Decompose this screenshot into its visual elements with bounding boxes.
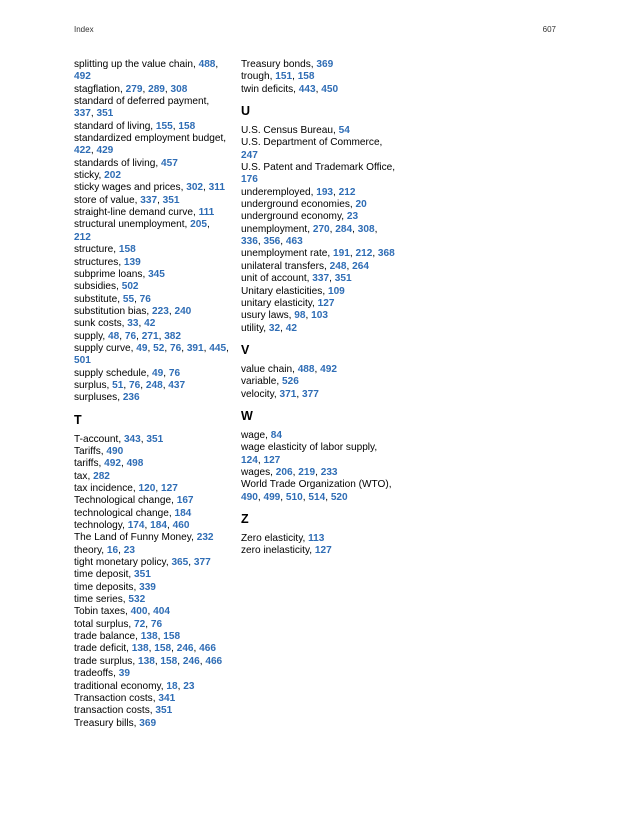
index-term: sticky, xyxy=(74,170,105,182)
page-link[interactable]: 212 xyxy=(338,186,356,198)
page-link[interactable]: 33 xyxy=(127,318,139,330)
index-term: Treasury bonds, xyxy=(241,59,317,70)
page-link[interactable]: 429 xyxy=(96,145,114,157)
index-term: wage, xyxy=(241,429,271,441)
page-link[interactable]: 48 xyxy=(108,330,120,342)
page-link[interactable]: 76 xyxy=(168,367,181,379)
index-entry: supply curve, 49, 52, 76, 391, 445, 501 xyxy=(74,342,229,367)
index-entry xyxy=(241,298,396,310)
page-link[interactable]: 369 xyxy=(316,59,334,70)
index-entry: splitting up the value chain, 488, 492 xyxy=(74,59,219,83)
page-link[interactable]: 127 xyxy=(317,297,335,309)
page-link[interactable]: 124 xyxy=(241,454,258,466)
index-entry: trade surplus, 138, 158, 246, 466 xyxy=(74,655,223,667)
index-entry xyxy=(74,281,229,293)
page-link[interactable]: 337 xyxy=(140,194,158,206)
index-term: subsidies, xyxy=(74,281,122,293)
index-entry: twin deficits, 443, 450 xyxy=(241,83,339,95)
page-link[interactable]: 532 xyxy=(128,594,146,606)
page-link[interactable]: 184 xyxy=(150,520,167,532)
page-link[interactable]: 76 xyxy=(124,330,137,342)
index-letter-heading: Z xyxy=(241,511,249,526)
index-entry: total surplus, 72, 76 xyxy=(74,618,163,630)
page-link[interactable]: 498 xyxy=(126,458,144,470)
page-link[interactable]: 139 xyxy=(123,256,141,268)
page-link[interactable]: 382 xyxy=(164,330,182,342)
index-term: U.S. Department of Commerce, xyxy=(241,137,383,149)
page-link[interactable]: 72 xyxy=(134,618,146,630)
page-link[interactable]: 138 xyxy=(140,631,158,643)
index-entry: underemployed, 193, 212 xyxy=(241,186,356,198)
index-entry: sunk costs, 33, 42 xyxy=(74,318,156,330)
index-entry: tight monetary policy, 365, 377 xyxy=(74,557,211,569)
index-term: structures, xyxy=(74,256,124,268)
index-entry: trade deficit, 138, 158, 246, 466 xyxy=(74,643,216,655)
index-entry: substitution bias, 223, 240 xyxy=(74,305,192,317)
page-link[interactable]: 400 xyxy=(130,606,148,618)
page-link[interactable]: 492 xyxy=(320,363,337,375)
page-link[interactable]: 279 xyxy=(125,83,143,95)
index-term: time deposit, xyxy=(74,569,135,581)
page-link[interactable]: 343 xyxy=(123,433,141,445)
index-entry: trade balance, 138, 158 xyxy=(74,631,181,643)
page-link[interactable]: 127 xyxy=(314,545,332,557)
index-term: structure, xyxy=(74,244,119,256)
index-term: underground economy, xyxy=(241,211,347,223)
page-link[interactable]: 176 xyxy=(241,174,258,186)
page-link[interactable]: 42 xyxy=(285,322,297,334)
page-link[interactable]: 264 xyxy=(352,260,369,272)
index-entry: surplus, 51, 76, 248, 437 xyxy=(74,379,186,391)
page-link[interactable]: 233 xyxy=(320,466,338,478)
page-link[interactable]: 368 xyxy=(377,248,395,260)
index-entry xyxy=(74,693,229,705)
page-link[interactable]: 339 xyxy=(139,581,156,593)
index-term: trough, xyxy=(241,71,276,83)
index-entry: value chain, 488, 492 xyxy=(241,363,337,375)
index-term: straight-line demand curve, xyxy=(74,207,199,219)
page-link[interactable]: 20 xyxy=(355,199,367,211)
page-link[interactable]: 369 xyxy=(139,717,157,729)
index-term: standardized employment budget, xyxy=(74,133,227,145)
index-term: standards of living, xyxy=(74,157,161,169)
page-link[interactable]: 490 xyxy=(106,445,124,457)
index-entry xyxy=(74,207,229,219)
index-term: tradeoffs, xyxy=(74,668,119,680)
index-entry: supply, 48, 76, 271, 382 xyxy=(74,330,182,342)
page-link[interactable]: 236 xyxy=(122,392,140,404)
page-link[interactable]: 54 xyxy=(338,125,350,137)
index-term: surplus, xyxy=(74,379,113,391)
page-link[interactable]: 18 xyxy=(166,680,178,692)
page-link[interactable]: 206 xyxy=(275,466,293,478)
page-link[interactable]: 84 xyxy=(270,429,282,441)
page-link[interactable]: 205 xyxy=(190,219,207,231)
index-entry xyxy=(74,158,229,170)
index-entry xyxy=(241,137,396,162)
page-link[interactable]: 490 xyxy=(241,491,258,503)
index-entry xyxy=(74,471,229,483)
page-link[interactable]: 158 xyxy=(118,244,136,256)
index-entry xyxy=(241,545,396,557)
index-entry: substitute, 55, 76 xyxy=(74,293,151,305)
page-link[interactable]: 193 xyxy=(316,186,334,198)
page-link[interactable]: 377 xyxy=(193,557,211,569)
page-link[interactable]: 23 xyxy=(183,680,195,692)
page-link[interactable]: 492 xyxy=(74,71,91,83)
index-entry: standard of living, 155, 158 xyxy=(74,120,196,132)
index-term: The Land of Funny Money, xyxy=(74,532,197,544)
page-link[interactable]: 42 xyxy=(144,318,156,330)
page-link[interactable]: 232 xyxy=(196,532,214,544)
index-term: wages, xyxy=(241,466,276,478)
index-term: technology, xyxy=(74,520,128,532)
index-term: variable, xyxy=(241,376,282,388)
page-link[interactable]: 463 xyxy=(285,236,303,248)
page-link[interactable]: 308 xyxy=(170,83,188,95)
index-term: Unitary elasticities, xyxy=(241,285,328,297)
page-link[interactable]: 158 xyxy=(160,655,178,667)
index-term: time deposits, xyxy=(74,581,140,593)
page-link[interactable]: 460 xyxy=(172,520,190,532)
page-link[interactable]: 302 xyxy=(186,182,204,194)
page-link[interactable]: 191 xyxy=(333,248,350,260)
index-entry xyxy=(241,376,396,388)
page-link[interactable]: 443 xyxy=(298,83,316,95)
page-link[interactable]: 270 xyxy=(312,223,330,235)
page-link[interactable]: 457 xyxy=(160,157,178,169)
index-entry: T-account, 343, 351 xyxy=(74,433,164,445)
page-link[interactable]: 404 xyxy=(153,606,170,618)
page-link[interactable]: 248 xyxy=(145,379,163,391)
page-link[interactable]: 49 xyxy=(136,342,148,354)
index-term: stagflation, xyxy=(74,83,126,95)
index-entry xyxy=(74,392,229,404)
page-link[interactable]: 109 xyxy=(327,285,345,297)
index-entry: unilateral transfers, 248, 264 xyxy=(241,260,369,272)
page-link[interactable]: 466 xyxy=(199,643,216,655)
index-entry xyxy=(74,668,229,680)
page-number: 607 xyxy=(542,25,556,34)
index-term: underemployed, xyxy=(241,186,317,198)
page-link[interactable]: 76 xyxy=(139,293,151,305)
page-link[interactable]: 520 xyxy=(330,491,348,503)
index-term: Transaction costs, xyxy=(74,692,159,704)
index-entry xyxy=(74,532,229,544)
index-entry: utility, 32, 42 xyxy=(241,322,297,334)
index-entry xyxy=(74,582,229,594)
index-letter-heading: T xyxy=(74,412,82,427)
page-link[interactable]: 284 xyxy=(335,223,353,235)
page-link[interactable]: 212 xyxy=(355,248,373,260)
page-link[interactable]: 98 xyxy=(294,310,306,322)
page-link[interactable]: 113 xyxy=(308,532,325,544)
index-term: World Trade Organization (WTO), xyxy=(241,479,392,491)
index-term: Tariffs, xyxy=(74,445,107,457)
index-entry xyxy=(241,125,396,137)
index-entry: theory, 16, 23 xyxy=(74,544,135,556)
index-entry xyxy=(241,286,396,298)
index-entry: structural unemployment, 205, 212 xyxy=(74,219,210,243)
index-entry xyxy=(241,199,396,211)
page-link[interactable]: 138 xyxy=(137,655,155,667)
index-entry: Tobin taxes, 400, 404 xyxy=(74,606,170,618)
page-link[interactable]: 23 xyxy=(123,544,135,556)
index-entry xyxy=(74,257,229,269)
index-entry: standard of deferred payment, 337, 351 xyxy=(74,96,210,120)
page-link[interactable]: 76 xyxy=(129,379,141,391)
page-link[interactable]: 345 xyxy=(148,268,165,280)
index-term: technological change, xyxy=(74,507,175,519)
page-link[interactable]: 514 xyxy=(308,491,326,503)
page-link[interactable]: 526 xyxy=(281,376,299,388)
page-link[interactable]: 445 xyxy=(209,342,227,354)
page-link[interactable]: 16 xyxy=(106,544,119,556)
index-term: substitute, xyxy=(74,293,123,305)
index-entry: wages, 206, 219, 233 xyxy=(241,466,338,478)
page-link[interactable]: 351 xyxy=(96,108,114,120)
index-term: unitary elasticity, xyxy=(241,297,318,309)
page-link[interactable]: 351 xyxy=(134,569,151,581)
page-link[interactable]: 246 xyxy=(182,655,200,667)
running-header-section: Index xyxy=(74,25,94,34)
index-entry xyxy=(74,594,229,606)
page-link[interactable]: 501 xyxy=(74,355,91,367)
index-entry: store of value, 337, 351 xyxy=(74,194,180,206)
index-term: T-account, xyxy=(74,433,124,445)
index-term: utility, xyxy=(241,322,269,334)
page-link[interactable]: 138 xyxy=(131,643,149,655)
index-term: value chain, xyxy=(241,363,298,375)
page-link[interactable]: 76 xyxy=(169,342,182,354)
page-link[interactable]: 488 xyxy=(198,59,216,70)
index-term: sticky wages and prices, xyxy=(74,182,187,194)
page-link[interactable]: 111 xyxy=(198,207,215,219)
page-link[interactable]: 127 xyxy=(263,454,281,466)
index-entry: traditional economy, 18, 23 xyxy=(74,680,195,692)
index-term: standard of deferred payment, xyxy=(74,96,210,108)
index-term: trade surplus, xyxy=(74,655,138,667)
page-link[interactable]: 365 xyxy=(171,557,189,569)
index-entry: wage elasticity of labor supply, 124, 127 xyxy=(241,442,378,466)
page-link[interactable]: 289 xyxy=(148,83,165,95)
page-link[interactable]: 391 xyxy=(186,342,204,354)
index-term: tariffs, xyxy=(74,458,105,470)
index-term: zero inelasticity, xyxy=(241,545,315,557)
index-term: unemployment, xyxy=(241,223,313,235)
page-link[interactable]: 422 xyxy=(74,145,91,157)
page-link[interactable]: 466 xyxy=(205,655,223,667)
page-link[interactable]: 502 xyxy=(121,281,139,293)
index-entry: velocity, 371, 377 xyxy=(241,388,319,400)
index-term: velocity, xyxy=(241,388,280,400)
page-link[interactable]: 158 xyxy=(178,120,196,132)
index-entry: World Trade Organization (WTO), 490, 499, 510, 514, 520 xyxy=(241,479,392,503)
index-term: Treasury bills, xyxy=(74,717,140,729)
page-link[interactable]: 308 xyxy=(357,223,375,235)
index-term: substitution bias, xyxy=(74,305,152,317)
index-term: wage elasticity of labor supply, xyxy=(241,442,378,454)
page-link[interactable]: 337 xyxy=(312,273,330,285)
page-link[interactable]: 240 xyxy=(174,305,192,317)
page-link[interactable]: 120 xyxy=(138,483,156,494)
index-entry: unemployment rate, 191, 212, 368 xyxy=(241,248,395,260)
index-term: twin deficits, xyxy=(241,83,299,95)
index-entry xyxy=(74,244,229,256)
index-term: U.S. Census Bureau, xyxy=(241,125,339,137)
page-link[interactable]: 223 xyxy=(152,305,169,317)
index-term: usury laws, xyxy=(241,310,295,322)
index-entry xyxy=(74,718,229,730)
index-term: theory, xyxy=(74,544,107,556)
index-term: subprime loans, xyxy=(74,268,149,280)
index-term: underground economies, xyxy=(241,199,356,211)
index-entry: stagflation, 279, 289, 308 xyxy=(74,83,188,95)
index-entry xyxy=(74,495,229,507)
index-entry xyxy=(241,59,396,71)
index-term: total surplus, xyxy=(74,618,135,630)
page-link[interactable]: 336 xyxy=(241,236,258,248)
page-link[interactable]: 155 xyxy=(155,120,173,132)
page-link[interactable]: 32 xyxy=(268,322,281,334)
index-letter-heading: W xyxy=(241,408,253,423)
index-entry: standardized employment budget, 422, 429 xyxy=(74,133,227,157)
page-link[interactable]: 184 xyxy=(174,507,192,519)
page-link[interactable]: 151 xyxy=(275,71,293,83)
index-term: tight monetary policy, xyxy=(74,557,172,569)
page-link[interactable]: 492 xyxy=(104,458,121,470)
index-term: tax, xyxy=(74,470,94,482)
index-entry: sticky wages and prices, 302, 311 xyxy=(74,182,225,194)
index-term: traditional economy, xyxy=(74,680,167,692)
index-term: Technological change, xyxy=(74,495,177,507)
page-link[interactable]: 202 xyxy=(104,170,121,182)
index-letter-heading: V xyxy=(241,342,250,357)
index-term: U.S. Patent and Trademark Office, xyxy=(241,162,396,174)
index-entry: unemployment, 270, 284, 308, 336, 356, 463 xyxy=(241,223,378,248)
page-link[interactable]: 158 xyxy=(154,643,172,655)
page-link[interactable]: 488 xyxy=(297,363,315,375)
index-entry xyxy=(74,508,229,520)
page-link[interactable]: 351 xyxy=(155,705,173,717)
page-link[interactable]: 212 xyxy=(74,231,91,243)
index-entry xyxy=(241,533,396,545)
page-link[interactable]: 351 xyxy=(146,433,164,445)
index-term: sunk costs, xyxy=(74,318,128,330)
page-link[interactable]: 356 xyxy=(263,236,281,248)
page-link[interactable]: 76 xyxy=(150,618,163,630)
index-term: transaction costs, xyxy=(74,705,156,717)
page-link[interactable]: 437 xyxy=(168,379,186,391)
index-term: Tobin taxes, xyxy=(74,606,131,618)
page-link[interactable]: 337 xyxy=(74,108,91,120)
page-link[interactable]: 371 xyxy=(279,388,297,400)
page-link[interactable]: 174 xyxy=(127,520,145,532)
page-link[interactable]: 351 xyxy=(334,273,352,285)
index-term: unemployment rate, xyxy=(241,248,334,260)
index-term: supply curve, xyxy=(74,342,137,354)
page-link[interactable]: 246 xyxy=(176,643,194,655)
index-term: supply schedule, xyxy=(74,367,152,379)
page-link[interactable]: 247 xyxy=(241,149,258,161)
index-term: trade deficit, xyxy=(74,643,132,655)
index-letter-heading: U xyxy=(241,104,251,119)
index-entry xyxy=(74,170,229,182)
index-entry: unit of account, 337, 351 xyxy=(241,273,352,285)
page-link[interactable]: 158 xyxy=(297,71,315,83)
page-link[interactable]: 450 xyxy=(321,83,339,95)
index-term: unilateral transfers, xyxy=(241,260,330,272)
index-entry xyxy=(241,211,396,223)
page-link[interactable]: 377 xyxy=(301,388,319,400)
page-link[interactable]: 311 xyxy=(208,182,225,194)
index-entry: tariffs, 492, 498 xyxy=(74,458,144,470)
index-entry xyxy=(74,569,229,581)
index-entry xyxy=(241,430,396,442)
page-link[interactable]: 167 xyxy=(176,495,194,507)
index-term: supply, xyxy=(74,330,109,342)
page-link[interactable]: 341 xyxy=(158,692,176,704)
page-link[interactable]: 158 xyxy=(163,631,181,643)
index-entry: tax incidence, 120, 127 xyxy=(74,483,178,494)
page-link[interactable]: 51 xyxy=(112,379,124,391)
index-term: unit of account, xyxy=(241,273,313,285)
index-entry xyxy=(74,269,229,281)
index-column-left xyxy=(74,59,229,730)
index-term: standard of living, xyxy=(74,120,156,132)
page-link[interactable]: 103 xyxy=(311,310,328,322)
page-link[interactable]: 52 xyxy=(153,342,165,354)
index-entry xyxy=(74,705,229,717)
index-term: surpluses, xyxy=(74,392,123,404)
page-link[interactable]: 219 xyxy=(298,466,316,478)
index-entry: supply schedule, 49, 76 xyxy=(74,367,181,379)
index-term: structural unemployment, xyxy=(74,219,191,231)
index-entry: usury laws, 98, 103 xyxy=(241,310,328,322)
page-link[interactable]: 55 xyxy=(122,293,135,305)
index-term: time series, xyxy=(74,594,129,606)
index-column-right xyxy=(241,59,396,558)
page-link[interactable]: 49 xyxy=(152,367,164,379)
page-link[interactable]: 127 xyxy=(160,483,178,494)
index-term: store of value, xyxy=(74,194,141,206)
page-link[interactable]: 248 xyxy=(329,260,347,272)
page-link[interactable]: 351 xyxy=(162,194,180,206)
index-term: trade balance, xyxy=(74,631,141,643)
page-link[interactable]: 23 xyxy=(346,211,359,223)
index-term: splitting up the value chain, xyxy=(74,59,199,70)
index-entry xyxy=(241,162,396,187)
index-entry: technology, 174, 184, 460 xyxy=(74,520,190,532)
page-link[interactable]: 510 xyxy=(285,491,303,503)
page-link[interactable]: 499 xyxy=(263,491,281,503)
page-link[interactable]: 39 xyxy=(118,668,130,680)
page-link[interactable]: 271 xyxy=(141,330,159,342)
index-entry xyxy=(74,446,229,458)
index-entry: trough, 151, 158 xyxy=(241,71,315,83)
index-term: Zero elasticity, xyxy=(241,532,309,544)
index-term: tax incidence, xyxy=(74,483,139,494)
page-link[interactable]: 282 xyxy=(93,470,110,482)
